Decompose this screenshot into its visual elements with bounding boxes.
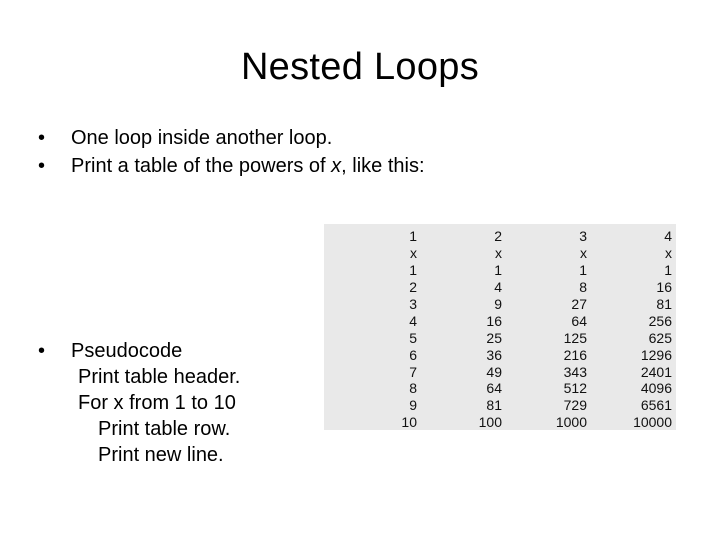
table-cell: 27 [571,296,587,312]
bullet-variable: x [331,155,342,177]
table-cell: 64 [486,380,502,397]
table-row [324,397,672,414]
table-cell: x [410,245,417,262]
table-row [324,312,672,329]
bullet-text: One loop inside another loop. [71,127,333,149]
table-cell: 6 [409,346,417,363]
pseudocode-line: Print table row. [98,418,231,440]
table-cell: 1 [494,262,502,279]
pseudocode-line: Print new line. [98,444,224,466]
table-cell: 3 [409,296,417,312]
pseudocode-line: Print table header. [78,366,241,388]
table-cell: 4 [409,312,417,329]
table-cell: 8 [579,279,587,296]
table-cell: 4096 [640,380,672,397]
table-cell: 4 [664,228,672,245]
bullet-icon: • [38,155,46,177]
table-cell: x [580,245,587,262]
table-cell: 3 [579,228,587,245]
table-header-row [324,228,672,245]
table-row [324,329,672,346]
table-cell: x [495,245,502,262]
table-cell: 25 [486,329,502,346]
table-cell: 16 [486,312,502,329]
bullet-text-pre: Print a table of the powers of [71,155,332,177]
table-cell: 8 [409,380,417,397]
table-subheader-row [324,245,672,262]
bullet-item [38,152,425,180]
table-cell: 81 [656,296,672,312]
table-cell: 2 [494,228,502,245]
bullet-text-post: , like this: [341,155,425,177]
table-cell: x [665,245,672,262]
table-cell: 100 [478,414,502,431]
table-cell: 216 [563,346,587,363]
table-cell: 1 [409,228,417,245]
powers-table [324,228,672,431]
table-cell: 729 [563,397,587,414]
table-cell: 2 [409,279,417,296]
table-cell: 512 [563,380,587,397]
table-cell: 10000 [633,414,672,431]
table-row [324,279,672,296]
table-row [324,363,672,380]
table-cell: 49 [486,363,502,380]
table-cell: 6561 [640,397,672,414]
pseudocode-heading [38,338,240,364]
table-cell: 10 [401,414,417,431]
table-cell: 343 [563,363,587,380]
table-cell: 7 [409,363,417,380]
bullet-icon: • [38,340,46,362]
bullet-list [38,124,425,180]
bullet-item [38,124,425,152]
table-cell: 2401 [640,363,672,380]
table-cell: 256 [648,312,672,329]
table-row [324,346,672,363]
pseudocode-block [38,338,240,468]
table-cell: 1296 [640,346,672,363]
table-cell: 64 [571,312,587,329]
table-cell: 1 [409,262,417,279]
table-cell: 81 [486,397,502,414]
table-cell: 1 [579,262,587,279]
table-cell: 4 [494,279,502,296]
table-cell: 625 [648,329,672,346]
table-row [324,380,672,397]
table-cell: 9 [409,397,417,414]
table-cell: 1 [664,262,672,279]
powers-table-image [324,224,676,430]
table-cell: 36 [486,346,502,363]
table-cell: 1000 [555,414,587,431]
pseudocode-line: For x from 1 to 10 [78,392,236,414]
table-cell: 5 [409,329,417,346]
slide-title: Nested Loops [240,46,480,88]
pseudocode-heading-text: Pseudocode [71,340,183,362]
table-cell: 125 [563,329,587,346]
table-row [324,296,672,313]
table-row [324,414,672,431]
table-cell: 16 [656,279,672,296]
table-cell: 9 [494,296,502,312]
table-row [324,262,672,279]
bullet-icon: • [38,127,46,149]
